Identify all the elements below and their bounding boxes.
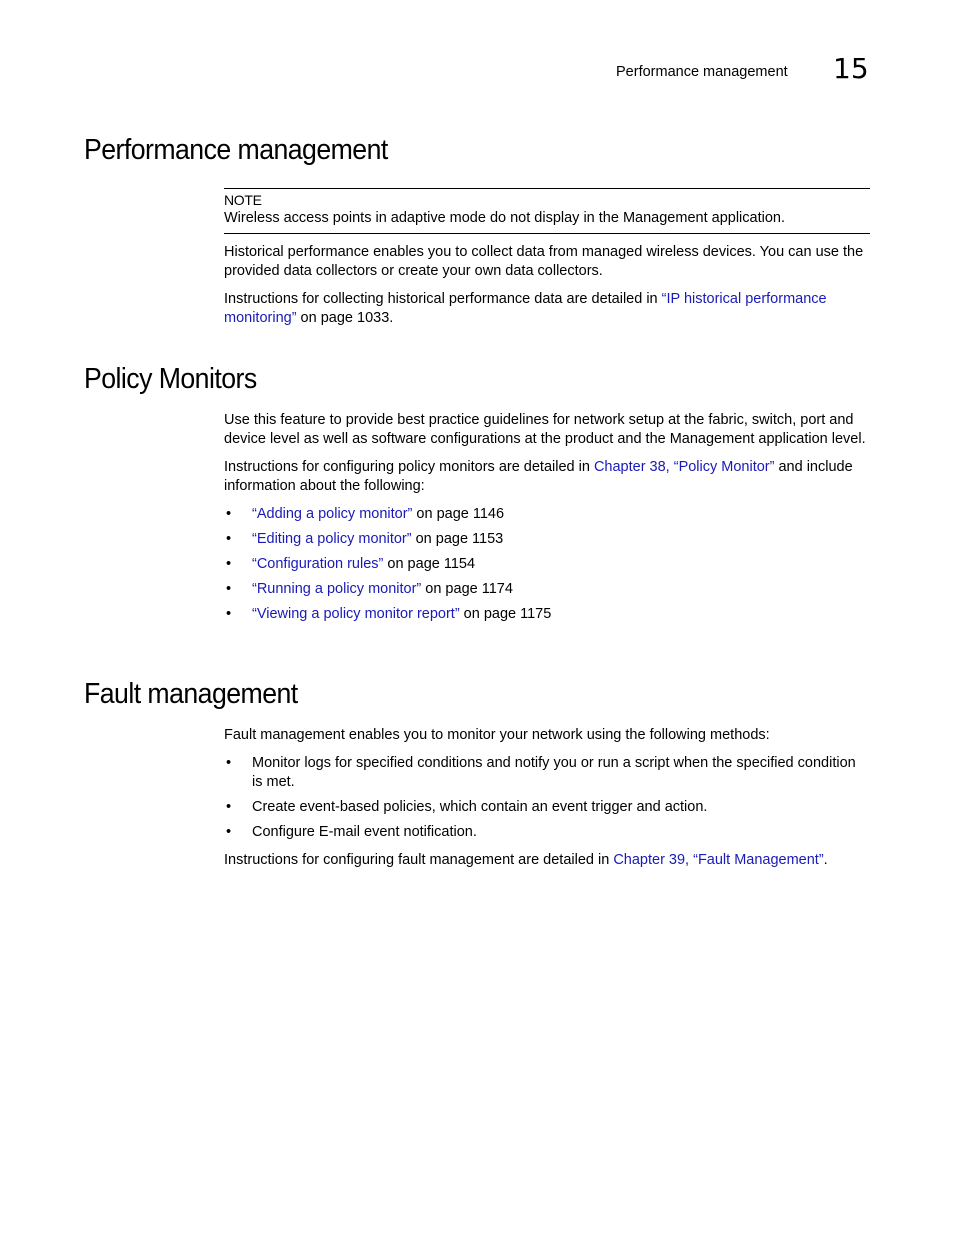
list-item-page: on page 1154 bbox=[383, 556, 476, 572]
list-item-text: Monitor logs for specified conditions and notify you or run a script when the specified condition is met. bbox=[252, 755, 856, 790]
policy-topic-list bbox=[224, 505, 870, 624]
list-item-page: on page 1153 bbox=[411, 531, 504, 547]
bullet-icon: • bbox=[226, 506, 232, 522]
policy-body bbox=[224, 411, 870, 624]
list-item bbox=[224, 580, 870, 599]
fault-paragraph-2 bbox=[224, 851, 870, 870]
heading-policy-monitors: Policy Monitors bbox=[84, 363, 257, 395]
list-item bbox=[224, 798, 870, 817]
list-item bbox=[224, 505, 870, 524]
policy-paragraph-1: Use this feature to provide best practice guidelines for network setup at the fabric, switch, port and device level as well as software configurations at the product and the Management application level. bbox=[224, 412, 866, 447]
viewing-policy-monitor-report-link[interactable]: “Viewing a policy monitor report” bbox=[252, 606, 460, 622]
configuration-rules-link[interactable]: “Configuration rules” bbox=[252, 556, 384, 572]
list-item bbox=[224, 605, 870, 624]
fault-management-chapter-link[interactable]: Chapter 39, “Fault Management” bbox=[613, 852, 824, 868]
note-label: NOTE bbox=[224, 192, 262, 208]
running-policy-monitor-link[interactable]: “Running a policy monitor” bbox=[252, 581, 422, 597]
list-item-page: on page 1175 bbox=[459, 606, 552, 622]
bullet-icon: • bbox=[226, 799, 232, 815]
list-item-text: Create event-based policies, which contain an event trigger and action. bbox=[252, 799, 708, 815]
performance-paragraph-2 bbox=[224, 290, 870, 328]
bullet-icon: • bbox=[226, 531, 232, 547]
chapter-number: 15 bbox=[833, 52, 869, 85]
fault-method-list bbox=[224, 754, 870, 842]
list-item-page: on page 1146 bbox=[412, 506, 505, 522]
ip-historical-performance-link[interactable]: “IP historical performance monitoring” bbox=[224, 291, 827, 326]
bullet-icon: • bbox=[226, 556, 232, 572]
bullet-icon: • bbox=[226, 581, 232, 597]
editing-policy-monitor-link[interactable]: “Editing a policy monitor” bbox=[252, 531, 412, 547]
fault-paragraph-2-text: Instructions for configuring fault management are detailed in bbox=[224, 852, 614, 868]
performance-paragraph-2-text: Instructions for collecting historical performance data are detailed in bbox=[224, 291, 662, 307]
list-item-page: on page 1174 bbox=[421, 581, 513, 597]
fault-paragraph-1: Fault management enables you to monitor your network using the following methods: bbox=[224, 727, 770, 743]
policy-paragraph-2 bbox=[224, 458, 870, 496]
adding-policy-monitor-link[interactable]: “Adding a policy monitor” bbox=[252, 506, 413, 522]
list-item bbox=[224, 555, 870, 574]
performance-paragraph-2-suffix: on page 1033. bbox=[296, 310, 394, 326]
policy-monitor-chapter-link[interactable]: Chapter 38, “Policy Monitor” bbox=[593, 459, 775, 475]
list-item-text: Configure E-mail event notification. bbox=[252, 824, 477, 840]
list-item bbox=[224, 530, 870, 549]
policy-paragraph-2-suffix: and include information about the following: bbox=[224, 459, 853, 494]
heading-fault-management: Fault management bbox=[84, 678, 298, 710]
note-text: Wireless access points in adaptive mode do not display in the Management application. bbox=[224, 210, 785, 226]
running-header-title: Performance management bbox=[616, 64, 788, 80]
policy-paragraph-2-text: Instructions for configuring policy monitors are detailed in bbox=[224, 459, 594, 475]
bullet-icon: • bbox=[226, 755, 232, 771]
fault-body bbox=[224, 726, 870, 870]
performance-body bbox=[224, 243, 870, 328]
list-item bbox=[224, 754, 870, 792]
fault-paragraph-2-suffix: . bbox=[823, 852, 828, 868]
bullet-icon: • bbox=[226, 824, 232, 840]
list-item bbox=[224, 823, 870, 842]
performance-paragraph-1: Historical performance enables you to collect data from managed wireless devices. You can use the provided data collectors or create your own data collectors. bbox=[224, 244, 864, 279]
heading-performance-management: Performance management bbox=[84, 134, 388, 166]
bullet-icon: • bbox=[226, 606, 232, 622]
note-box bbox=[224, 188, 870, 234]
